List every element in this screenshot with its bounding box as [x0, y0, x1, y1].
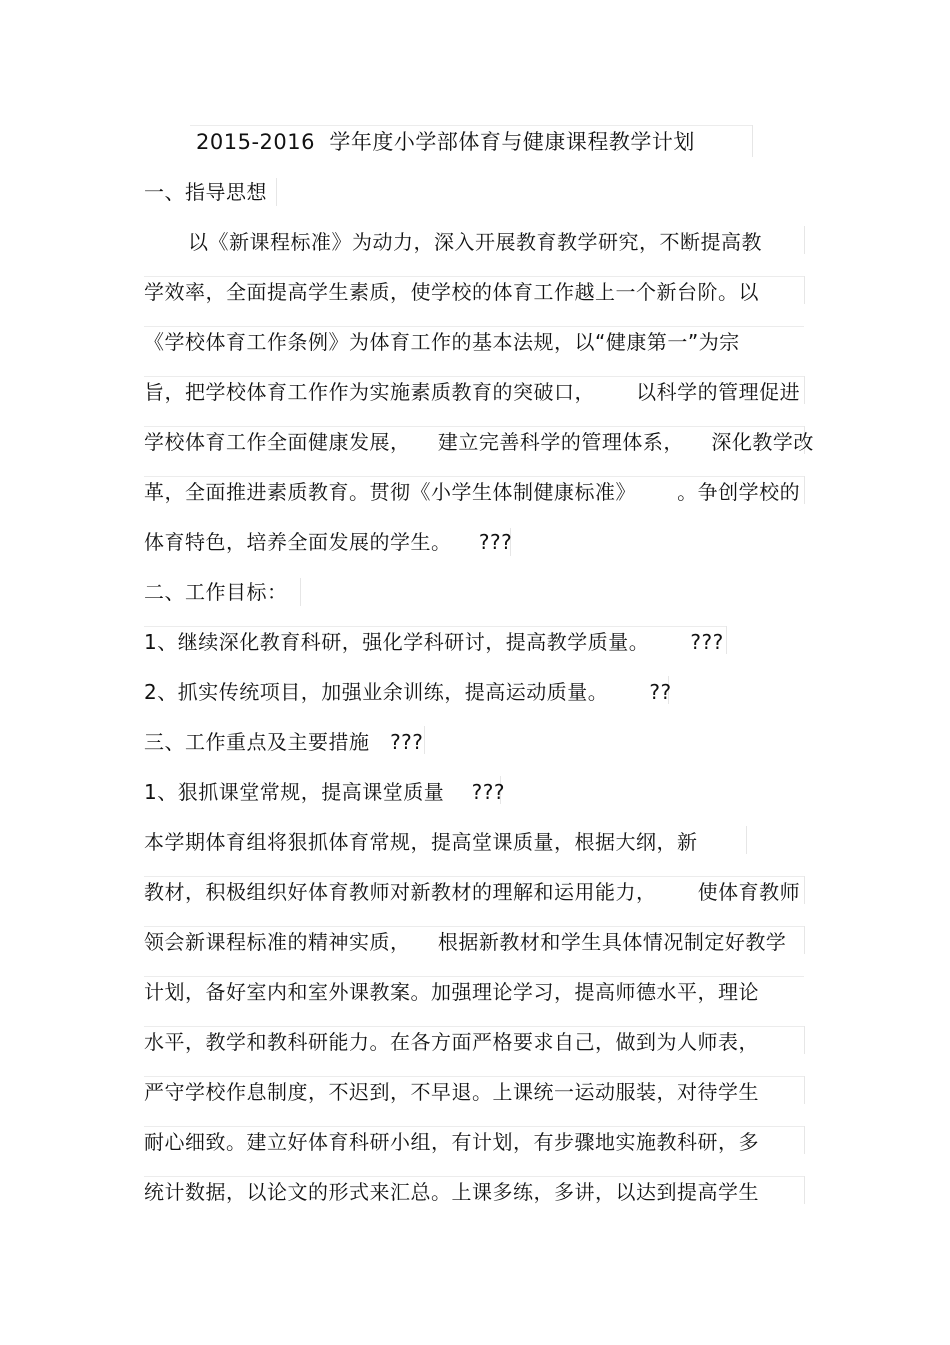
- rule-line: [752, 125, 753, 157]
- list-item: 2、抓实传统项目，加强业余训练，提高运动质量。 ??: [144, 680, 672, 704]
- rule-line: [144, 376, 804, 377]
- paragraph-line: 水平，教学和教科研能力。在各方面严格要求自己，做到为人师表，: [144, 1030, 759, 1054]
- rule-line: [804, 876, 805, 904]
- paragraph-line: 教材，积极组织好体育教师对新教材的理解和运用能力， 使体育教师: [144, 880, 801, 904]
- rule-line: [144, 926, 804, 927]
- rule-line: [190, 125, 752, 126]
- paragraph-line: 统计数据，以论文的形式来汇总。上课多练，多讲，以达到提高学生: [144, 1180, 759, 1204]
- section-heading: 二、工作目标：: [144, 580, 288, 604]
- rule-line: [144, 1176, 804, 1177]
- rule-line: [424, 726, 425, 754]
- paragraph-line: 体育特色，培养全面发展的学生。 ???: [144, 530, 513, 554]
- paragraph-line: 革，全面推进素质教育。贯彻《小学生体制健康标准》 。争创学校的: [144, 480, 801, 504]
- rule-line: [144, 876, 804, 877]
- subsection-heading: 1、狠抓课堂常规，提高课堂质量 ???: [144, 780, 505, 804]
- rule-line: [144, 976, 804, 977]
- section-heading: 一、指导思想: [144, 180, 267, 204]
- rule-line: [804, 926, 805, 954]
- rule-line: [804, 276, 805, 304]
- rule-line: [144, 426, 804, 427]
- list-item: 1、继续深化教育科研，强化学科研讨，提高教学质量。 ???: [144, 630, 724, 654]
- paragraph-line: 本学期体育组将狠抓体育常规，提高堂课质量，根据大纲，新: [144, 830, 698, 854]
- rule-line: [144, 1126, 804, 1127]
- rule-line: [144, 326, 804, 327]
- paragraph-line: 严守学校作息制度，不迟到，不早退。上课统一运动服装，对待学生: [144, 1080, 759, 1104]
- rule-line: [144, 1026, 804, 1027]
- rule-line: [804, 476, 805, 504]
- rule-line: [144, 276, 804, 277]
- paragraph-line: 《学校体育工作条例》为体育工作的基本法规，以“健康第一”为宗: [144, 330, 740, 354]
- rule-line: [726, 626, 727, 654]
- paragraph-line: 耐心细致。建立好体育科研小组，有计划，有步骤地实施教科研，多: [144, 1130, 759, 1154]
- paragraph-line: 领会新课程标准的精神实质， 根据新教材和学生具体情况制定好教学: [144, 930, 787, 954]
- rule-line: [144, 1076, 804, 1077]
- paragraph-line: 学效率，全面提高学生素质，使学校的体育工作越上一个新台阶。以: [144, 280, 759, 304]
- rule-line: [144, 476, 804, 477]
- rule-line: [804, 376, 805, 404]
- rule-line: [144, 626, 726, 627]
- document-title: 2015-2016 学年度小学部体育与健康课程教学计划: [196, 130, 695, 154]
- paragraph-line: 学校体育工作全面健康发展， 建立完善科学的管理体系， 深化教学改: [144, 430, 814, 454]
- rule-line: [804, 226, 805, 254]
- rule-line: [804, 1076, 805, 1104]
- rule-line: [300, 578, 301, 606]
- paragraph-line: 以《新课程标准》为动力，深入开展教育教学研究，不断提高教: [188, 230, 762, 254]
- section-heading: 三、工作重点及主要措施 ???: [144, 730, 424, 754]
- rule-line: [804, 1176, 805, 1204]
- rule-line: [804, 1126, 805, 1154]
- paragraph-line: 计划，备好室内和室外课教案。加强理论学习，提高师德水平，理论: [144, 980, 759, 1004]
- rule-line: [746, 826, 747, 854]
- paragraph-line: 旨，把学校体育工作作为实施素质教育的突破口， 以科学的管理促进: [144, 380, 801, 404]
- rule-line: [804, 1026, 805, 1054]
- rule-line: [276, 178, 277, 206]
